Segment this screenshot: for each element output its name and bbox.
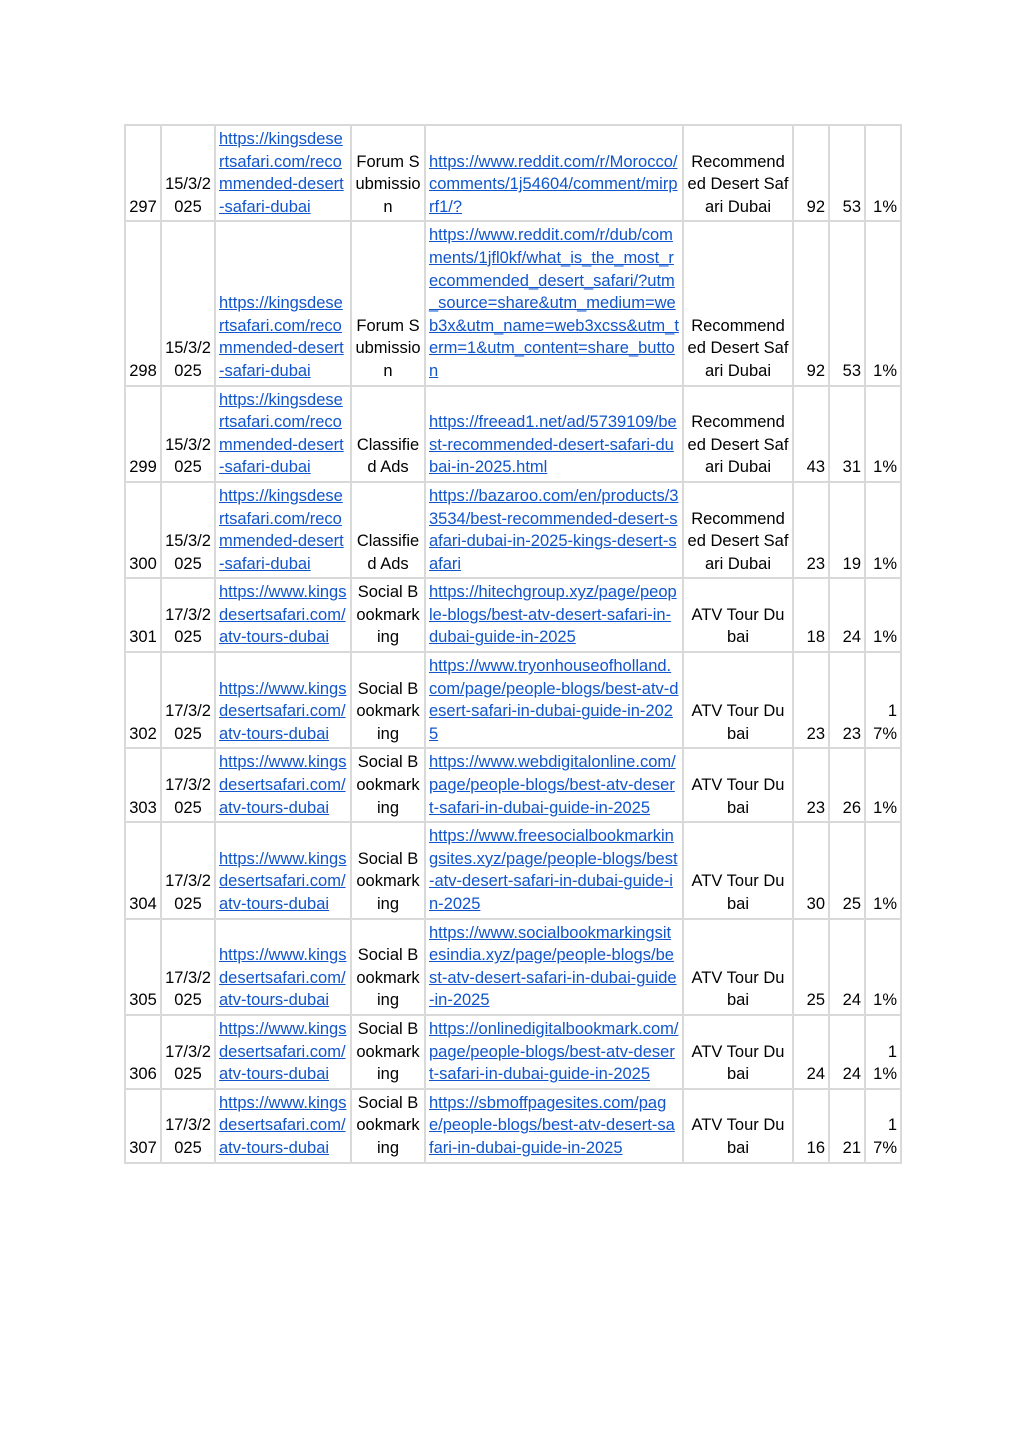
metric-2-cell: 53	[829, 125, 865, 221]
metric-1-cell: 23	[793, 482, 829, 578]
date-cell: 15/3/2025	[161, 386, 215, 482]
metric-2-cell: 23	[829, 652, 865, 748]
row-number-cell: 298	[125, 221, 161, 385]
keyword-cell: ATV Tour Dubai	[683, 822, 793, 918]
date-cell: 17/3/2025	[161, 748, 215, 822]
percent-cell: 1%	[865, 748, 901, 822]
percent-cell: 1%	[865, 482, 901, 578]
source-url-link[interactable]: https://www.kingsdesertsafari.com/atv-tours-dubai	[219, 583, 347, 647]
table-body	[125, 125, 901, 1163]
keyword-cell: ATV Tour Dubai	[683, 919, 793, 1015]
row-number-cell: 307	[125, 1089, 161, 1163]
source-url-link[interactable]: https://kingsdesertsafari.com/recommended-desert-safari-dubai	[219, 390, 344, 477]
metric-1-cell: 24	[793, 1015, 829, 1089]
metric-2-cell: 25	[829, 822, 865, 918]
source-url-link[interactable]: https://www.kingsdesertsafari.com/atv-tours-dubai	[219, 1093, 347, 1157]
source-url-cell	[215, 125, 351, 221]
metric-1-cell: 92	[793, 125, 829, 221]
source-url-cell	[215, 1015, 351, 1089]
source-url-link[interactable]: https://kingsdesertsafari.com/recommended-desert-safari-dubai	[219, 130, 344, 216]
row-number-cell: 306	[125, 1015, 161, 1089]
row-number-cell: 300	[125, 482, 161, 578]
metric-1-cell: 23	[793, 748, 829, 822]
date-cell: 17/3/2025	[161, 652, 215, 748]
backlink-url-link[interactable]: https://www.reddit.com/r/dub/comments/1jfl0kf/what_is_the_most_recommended_desert_safari/?utm_source=share&utm_medium=web3x&utm_name=web3xcss&utm_term=1&utm_content=share_button	[429, 226, 679, 380]
percent-cell: 1%	[865, 125, 901, 221]
backlink-url-cell	[425, 652, 683, 748]
backlink-url-cell	[425, 822, 683, 918]
backlink-url-link[interactable]: https://www.socialbookmarkingsitesindia.xyz/page/people-blogs/best-atv-desert-safari-in-dubai-guide-in-2025	[429, 923, 677, 1010]
backlink-url-cell	[425, 1015, 683, 1089]
metric-1-cell: 43	[793, 386, 829, 482]
table-row	[125, 748, 901, 822]
percent-cell: 17%	[865, 1089, 901, 1163]
source-url-link[interactable]: https://www.kingsdesertsafari.com/atv-tours-dubai	[219, 849, 347, 913]
percent-cell: 1%	[865, 386, 901, 482]
keyword-cell: ATV Tour Dubai	[683, 1015, 793, 1089]
table-row	[125, 578, 901, 652]
backlink-url-link[interactable]: https://freead1.net/ad/5739109/best-recommended-desert-safari-dubai-in-2025.html	[429, 413, 677, 477]
date-cell: 17/3/2025	[161, 1089, 215, 1163]
date-cell: 15/3/2025	[161, 125, 215, 221]
backlink-url-cell	[425, 125, 683, 221]
percent-cell: 1%	[865, 919, 901, 1015]
backlink-url-cell	[425, 919, 683, 1015]
keyword-cell: ATV Tour Dubai	[683, 1089, 793, 1163]
row-number-cell: 303	[125, 748, 161, 822]
backlink-url-link[interactable]: https://www.webdigitalonline.com/page/people-blogs/best-atv-desert-safari-in-dubai-guide-in-2025	[429, 753, 676, 817]
metric-2-cell: 24	[829, 1015, 865, 1089]
source-url-link[interactable]: https://www.kingsdesertsafari.com/atv-tours-dubai	[219, 679, 347, 743]
submission-type-cell: Social Bookmarking	[351, 652, 425, 748]
source-url-cell	[215, 1089, 351, 1163]
source-url-link[interactable]: https://kingsdesertsafari.com/recommended-desert-safari-dubai	[219, 486, 344, 573]
source-url-cell	[215, 221, 351, 385]
backlink-table	[124, 124, 902, 1164]
percent-cell: 11%	[865, 1015, 901, 1089]
backlink-url-cell	[425, 386, 683, 482]
table-row	[125, 1089, 901, 1163]
date-cell: 17/3/2025	[161, 1015, 215, 1089]
keyword-cell: ATV Tour Dubai	[683, 748, 793, 822]
submission-type-cell: Classified Ads	[351, 386, 425, 482]
submission-type-cell: Classified Ads	[351, 482, 425, 578]
metric-1-cell: 23	[793, 652, 829, 748]
table-row	[125, 386, 901, 482]
source-url-cell	[215, 482, 351, 578]
metric-2-cell: 19	[829, 482, 865, 578]
percent-cell: 1%	[865, 221, 901, 385]
table-row	[125, 652, 901, 748]
metric-1-cell: 92	[793, 221, 829, 385]
source-url-cell	[215, 919, 351, 1015]
metric-2-cell: 21	[829, 1089, 865, 1163]
date-cell: 17/3/2025	[161, 919, 215, 1015]
keyword-cell: Recommended Desert Safari Dubai	[683, 221, 793, 385]
table-row	[125, 125, 901, 221]
table-row	[125, 1015, 901, 1089]
metric-1-cell: 18	[793, 578, 829, 652]
backlink-url-cell	[425, 578, 683, 652]
metric-1-cell: 30	[793, 822, 829, 918]
source-url-cell	[215, 578, 351, 652]
row-number-cell: 305	[125, 919, 161, 1015]
source-url-link[interactable]: https://www.kingsdesertsafari.com/atv-tours-dubai	[219, 753, 347, 817]
table-row	[125, 221, 901, 385]
metric-2-cell: 26	[829, 748, 865, 822]
row-number-cell: 297	[125, 125, 161, 221]
submission-type-cell: Social Bookmarking	[351, 822, 425, 918]
metric-2-cell: 53	[829, 221, 865, 385]
date-cell: 17/3/2025	[161, 822, 215, 918]
submission-type-cell: Social Bookmarking	[351, 1089, 425, 1163]
source-url-cell	[215, 822, 351, 918]
source-url-link[interactable]: https://www.kingsdesertsafari.com/atv-tours-dubai	[219, 1019, 347, 1084]
table-row	[125, 919, 901, 1015]
submission-type-cell: Forum Submission	[351, 125, 425, 221]
keyword-cell: Recommended Desert Safari Dubai	[683, 482, 793, 578]
row-number-cell: 299	[125, 386, 161, 482]
metric-1-cell: 16	[793, 1089, 829, 1163]
submission-type-cell: Social Bookmarking	[351, 578, 425, 652]
backlink-url-link[interactable]: https://onlinedigitalbookmark.com/page/people-blogs/best-atv-desert-safari-in-dubai-guide-in-2025	[429, 1019, 679, 1084]
metric-2-cell: 24	[829, 578, 865, 652]
submission-type-cell: Social Bookmarking	[351, 919, 425, 1015]
table-row	[125, 482, 901, 578]
date-cell: 15/3/2025	[161, 482, 215, 578]
source-url-cell	[215, 748, 351, 822]
submission-type-cell: Forum Submission	[351, 221, 425, 385]
backlink-url-link[interactable]: https://bazaroo.com/en/products/33534/best-recommended-desert-safari-dubai-in-2025-kings-desert-safari	[429, 486, 679, 573]
submission-type-cell: Social Bookmarking	[351, 1015, 425, 1089]
metric-1-cell: 25	[793, 919, 829, 1015]
backlink-url-link[interactable]: https://sbmoffpagesites.com/page/people-blogs/best-atv-desert-safari-in-dubai-guide-in-2025	[429, 1093, 675, 1157]
metric-2-cell: 31	[829, 386, 865, 482]
submission-type-cell: Social Bookmarking	[351, 748, 425, 822]
percent-cell: 1%	[865, 578, 901, 652]
backlink-url-cell	[425, 1089, 683, 1163]
source-url-link[interactable]: https://kingsdesertsafari.com/recommended-desert-safari-dubai	[219, 294, 344, 380]
percent-cell: 1%	[865, 822, 901, 918]
backlink-url-link[interactable]: https://www.reddit.com/r/Morocco/comments/1j54604/comment/mirprf1/?	[429, 152, 678, 216]
backlink-url-link[interactable]: https://www.freesocialbookmarkingsites.xyz/page/people-blogs/best-atv-desert-safari-in-dubai-guide-in-2025	[429, 827, 678, 913]
table-row	[125, 822, 901, 918]
backlink-url-link[interactable]: https://hitechgroup.xyz/page/people-blogs/best-atv-desert-safari-in-dubai-guide-in-2025	[429, 583, 677, 647]
keyword-cell: ATV Tour Dubai	[683, 578, 793, 652]
percent-cell: 17%	[865, 652, 901, 748]
date-cell: 17/3/2025	[161, 578, 215, 652]
row-number-cell: 302	[125, 652, 161, 748]
source-url-cell	[215, 652, 351, 748]
row-number-cell: 304	[125, 822, 161, 918]
backlink-url-cell	[425, 221, 683, 385]
source-url-link[interactable]: https://www.kingsdesertsafari.com/atv-tours-dubai	[219, 946, 347, 1010]
keyword-cell: ATV Tour Dubai	[683, 652, 793, 748]
metric-2-cell: 24	[829, 919, 865, 1015]
row-number-cell: 301	[125, 578, 161, 652]
backlink-url-link[interactable]: https://www.tryonhouseofholland.com/page/people-blogs/best-atv-desert-safari-in-dubai-guide-in-2025	[429, 657, 679, 743]
date-cell: 15/3/2025	[161, 221, 215, 385]
backlink-url-cell	[425, 482, 683, 578]
backlink-url-cell	[425, 748, 683, 822]
keyword-cell: Recommended Desert Safari Dubai	[683, 386, 793, 482]
keyword-cell: Recommended Desert Safari Dubai	[683, 125, 793, 221]
source-url-cell	[215, 386, 351, 482]
